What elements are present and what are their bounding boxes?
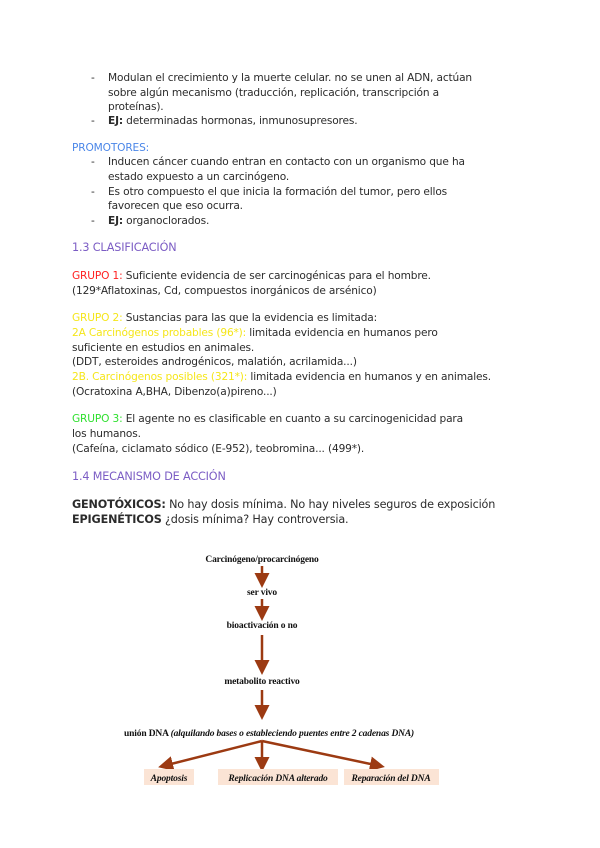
grupo3-examples: (Cafeína, ciclamato sódico (E-952), teobromina... (499*).: [72, 443, 365, 455]
bullet-dash: -: [91, 156, 95, 168]
union-dna: [124, 728, 414, 739]
epigeneticos-label: EPIGENÉTICOS: [72, 513, 162, 526]
step-label: metabolito reactivo: [224, 677, 300, 687]
bullet-text: estado expuesto a un carcinógeno.: [108, 171, 290, 183]
outcome-label: Reparación del DNA: [351, 774, 431, 784]
union-detail: (alquilando bases o estableciendo puentes entre 2 cadenas DNA): [170, 729, 415, 739]
grupo2b-label: 2B. Carcinógenos posibles (321*):: [72, 371, 248, 383]
ej-label: EJ:: [108, 215, 123, 227]
bullet-dash: -: [91, 215, 95, 227]
bullet-text: favorecen que eso ocurra.: [108, 200, 243, 212]
bullet-dash: -: [91, 115, 95, 127]
ej-text: organoclorados.: [122, 215, 210, 227]
bullet-dash: -: [91, 72, 95, 84]
bullet-text: proteínas).: [108, 101, 164, 113]
grupo2a-examples: (DDT, esteroides androgénicos, malatión, acrilamida...): [72, 356, 357, 368]
epigeneticos-text: ¿dosis mínima? Hay controversia.: [161, 513, 349, 526]
grupo2a-label: 2A Carcinógenos probables (96*):: [72, 327, 247, 339]
outcome-label: Replicación DNA alterado: [228, 774, 328, 784]
grupo3-label: GRUPO 3:: [72, 413, 123, 425]
promotores-heading: PROMOTORES:: [72, 142, 150, 154]
bullet-text: Modulan el crecimiento y la muerte celular. no se unen al ADN, actúan: [108, 72, 472, 84]
grupo1-examples: (129*Aflatoxinas, Cd, compuestos inorgánicos de arsénico): [72, 285, 377, 297]
genotoxicos-text: No hay dosis mínima. No hay niveles seguros de exposición: [165, 498, 496, 511]
grupo2b-examples: (Ocratoxina A,BHA, Dibenzo(a)pireno...): [72, 386, 277, 398]
step-label: bioactivación o no: [226, 621, 298, 631]
ej-text: determinadas hormonas, inmunosupresores.: [122, 115, 358, 127]
grupo2-label: GRUPO 2:: [72, 312, 123, 324]
outcome-label: Apoptosis: [150, 774, 188, 784]
bullet-text: Inducen cáncer cuando entran en contacto con un organismo que ha: [108, 156, 465, 168]
arrow-left: [163, 741, 262, 766]
ej-label: EJ:: [108, 115, 123, 127]
step-label: ser vivo: [246, 588, 278, 598]
grupo2a-text2: suficiente en estudios en animales.: [72, 342, 255, 354]
grupo1-label: GRUPO 1:: [72, 270, 123, 282]
arrow-right: [262, 741, 380, 766]
grupo2-text: Sustancias para las que la evidencia es limitada:: [122, 312, 378, 324]
section-heading: 1.4 MECANISMO DE ACCIÓN: [72, 470, 226, 483]
section-heading: 1.3 CLASIFICACIÓN: [72, 241, 177, 254]
genotoxicos-label: GENOTÓXICOS:: [72, 498, 166, 511]
union-label: unión DNA: [124, 729, 171, 739]
bullet-text: sobre algún mecanismo (traducción, replicación, transcripción a: [108, 87, 440, 99]
step-label: Carcinógeno/procarcinógeno: [205, 555, 319, 565]
bullet-text: Es otro compuesto el que inicia la formación del tumor, pero ellos: [108, 186, 448, 198]
grupo2b-text: limitada evidencia en humanos y en animales.: [247, 371, 491, 383]
bullet-dash: -: [91, 186, 95, 198]
grupo2a-text: limitada evidencia en humanos pero: [246, 327, 438, 339]
grupo1-text: Suficiente evidencia de ser carcinogénicas para el hombre.: [122, 270, 431, 282]
grupo3-text2: los humanos.: [72, 428, 141, 440]
grupo3-text: El agente no es clasificable en cuanto a su carcinogenicidad para: [122, 413, 463, 425]
